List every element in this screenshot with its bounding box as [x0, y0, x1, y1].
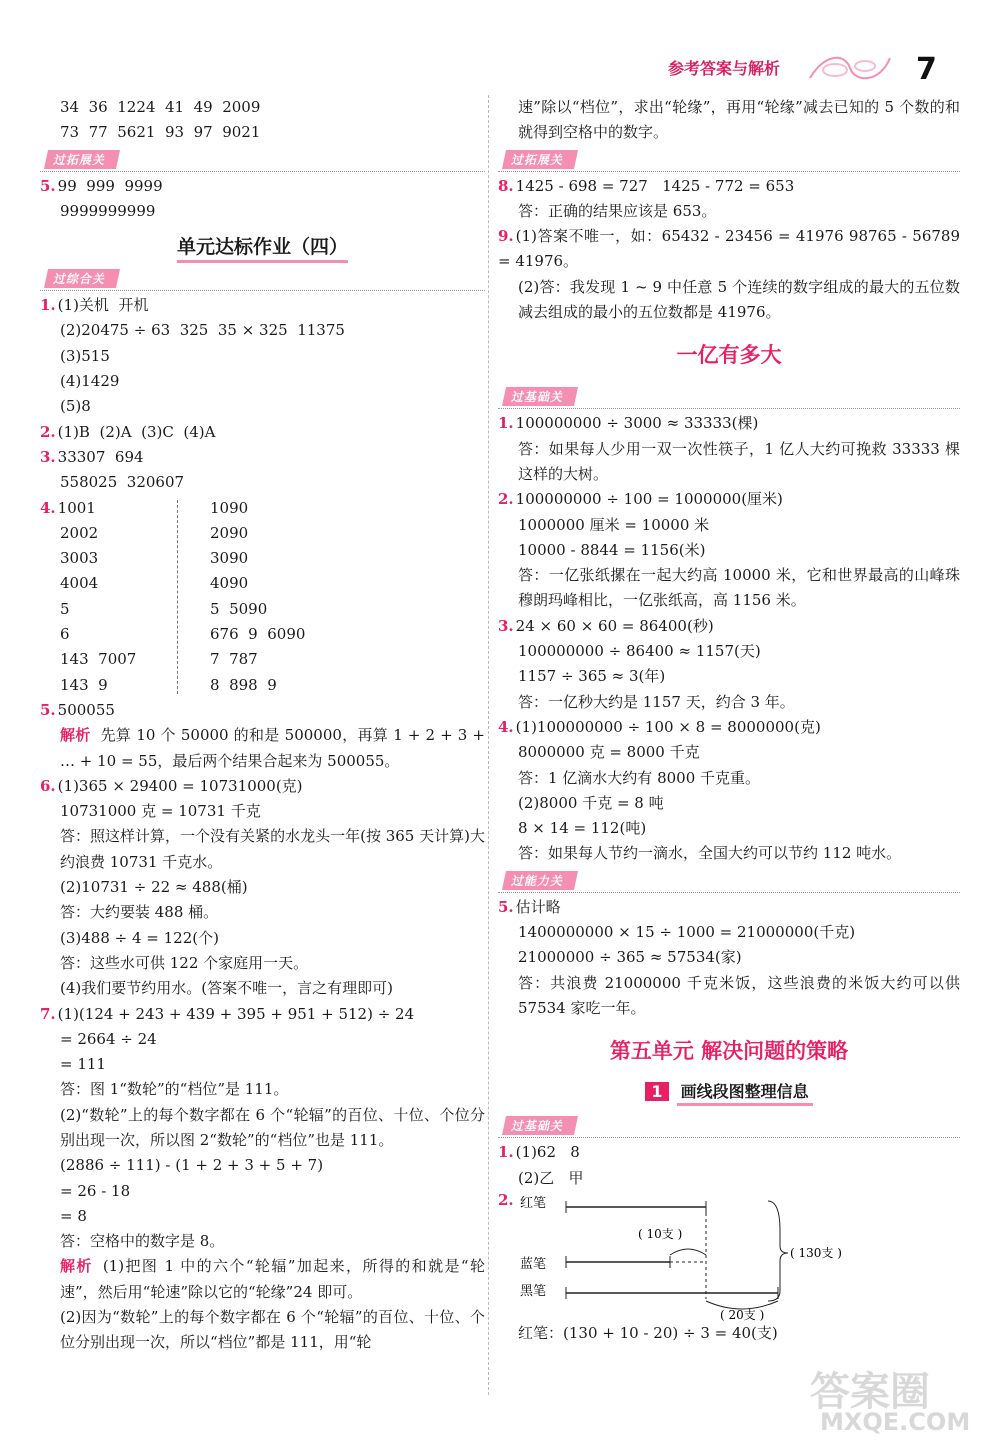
section-badge: 过拓展关 [44, 150, 120, 169]
dashed-divider [177, 500, 178, 694]
question-number: 7. [40, 1004, 56, 1023]
question-number: 9. [498, 227, 514, 246]
answer-text: 答：图 1“数轮”的“档位”是 111。 [60, 1080, 289, 1099]
answer-cell: 3090 [210, 549, 249, 568]
answer-text: (3)515 [60, 346, 110, 365]
answer-text: (2886 ÷ 111) - (1 + 2 + 3 + 5 + 7) [60, 1156, 324, 1175]
answer-cell: 2002 [60, 523, 99, 542]
answer-text: (1)B (2)A (3)C (4)A [57, 422, 216, 441]
section-badge: 过基础关 [502, 387, 578, 406]
answer-cell: 1001 [57, 498, 96, 517]
answer-cell: 4004 [60, 574, 99, 593]
answer-paragraph: 答：共浪费 21000000 千克米饭，这些浪费的米饭大约可以供 57534 家吃一年。 [518, 973, 960, 1017]
answer-text: 8 × 14 = 112(吨) [518, 819, 647, 838]
dotted-rule [498, 892, 960, 893]
label-red-pen: 红笔 [520, 1195, 547, 1211]
decoration-swirl-icon [805, 48, 895, 88]
question-number: 1. [498, 414, 514, 433]
answer-text: 1157 ÷ 365 ≈ 3(年) [518, 667, 666, 686]
answer-text: 24 × 60 × 60 = 86400(秒) [515, 616, 714, 635]
question-number: 3. [40, 447, 56, 466]
q4-answer-grid [40, 496, 485, 698]
brace-10 [670, 1249, 706, 1255]
answer-cell: 7 787 [210, 650, 258, 669]
section-title: 一亿有多大 [676, 343, 782, 368]
annotation-20: ( 20支 ) [720, 1307, 765, 1321]
answer-paragraph: (2)答：我发现 1 ~ 9 中任意 5 个连续的数字组成的最大的五位数减去组成的最小的五位数都是 41976。 [518, 277, 960, 322]
analysis-paragraph: (2)因为“数轮”上的每个数字都在 6 个“轮辐”的百位、十位、个位分别出现一次，所以“档位”都是 111，用“轮 [60, 1308, 485, 1352]
section-title: 单元达标作业（四） [40, 232, 485, 259]
answer-text: 9999999999 [60, 201, 156, 220]
answer-cell: 143 7007 [60, 650, 137, 669]
answer-cell: 4090 [210, 574, 249, 593]
answer-paragraph: 答：如果每人少用一双一次性筷子，1 亿人大约可挽救 33333 棵这样的大树。 [518, 439, 960, 483]
badge-row [498, 146, 960, 174]
answer-text: (2)10731 ÷ 22 ≈ 488(桶) [60, 878, 248, 897]
badge-row [40, 146, 485, 174]
question-number: 2. [40, 422, 56, 441]
question-number: 2. [498, 1190, 514, 1209]
badge-row [498, 867, 960, 895]
answer-text: 8000000 克 = 8000 千克 [518, 743, 700, 762]
answer-text: 21000000 ÷ 365 ≈ 57534(家) [518, 948, 742, 967]
watermark-logo: 答案圈 MXQE.COM [810, 1369, 971, 1436]
analysis-continued: 速”除以“档位”，求出“轮缘”，再用“轮缘”减去已知的 5 个数的和就得到空格中的数字。 [518, 98, 960, 142]
answer-text: 100000000 ÷ 86400 ≈ 1157(天) [518, 642, 761, 661]
section-badge: 过拓展关 [502, 150, 578, 169]
answer-paragraph: 答：照这样计算，一个没有关紧的水龙头一年(按 365 天计算)大约浪费 10731 千克水。 [60, 827, 485, 871]
page-number: 7 [916, 52, 937, 87]
question-number: 4. [40, 498, 56, 517]
answer-cell: 676 9 6090 [210, 625, 306, 644]
question-number: 1. [498, 1143, 514, 1162]
dotted-rule [498, 1137, 960, 1138]
answer-text: 100000000 ÷ 100 = 1000000(厘米) [515, 490, 783, 509]
section-badge: 过综合关 [44, 269, 120, 288]
question-number: 8. [498, 176, 514, 195]
analysis-label: 解析 [60, 1257, 93, 1276]
answer-text: (3)488 ÷ 4 = 122(个) [60, 928, 219, 947]
answer-text: 答：空格中的数字是 8。 [60, 1232, 225, 1251]
answer-text: 答：1 亿滴水大约有 8000 千克重。 [518, 768, 761, 787]
answer-cell: 143 9 [60, 675, 108, 694]
answer-text: 1400000000 × 15 ÷ 1000 = 21000000(千克) [518, 923, 856, 942]
answer-text: = 8 [60, 1206, 87, 1225]
answer-text: 答：一亿秒大约是 1157 天，约合 3 年。 [518, 692, 795, 711]
question-number: 5. [40, 700, 56, 719]
badge-row [40, 265, 485, 293]
answer-text: (4)我们要节约用水。(答案不唯一，言之有理即可) [60, 979, 393, 998]
line-segment-diagram [498, 1191, 938, 1321]
answer-text: (2)乙 甲 [518, 1168, 584, 1187]
answer-text: (2)20475 ÷ 63 325 35 × 325 11375 [60, 321, 345, 340]
answer-text: = 26 - 18 [60, 1181, 131, 1200]
badge-row [498, 383, 960, 411]
answer-text: (4)1429 [60, 372, 120, 391]
answer-text: = 2664 ÷ 24 [60, 1029, 157, 1048]
answer-text: 10731000 克 = 10731 千克 [60, 802, 261, 821]
question-number: 5. [40, 176, 56, 195]
answer-text: 1425 - 698 = 727 1425 - 772 = 653 [515, 176, 795, 195]
label-blue-pen: 蓝笔 [520, 1256, 547, 1272]
dotted-rule [40, 290, 485, 291]
right-column [498, 95, 960, 1346]
answer-paragraph: (2)“数轮”上的每个数字都在 6 个“轮辐”的百位、十位、个位分别出现一次，所以图 2“数轮”的“档位”也是 111。 [60, 1105, 485, 1149]
answer-text: 100000000 ÷ 3000 ≈ 33333(棵) [515, 414, 759, 433]
answer-text: = 111 [60, 1055, 106, 1074]
annotation-130: ( 130支 ) [790, 1245, 842, 1260]
question-number: 6. [40, 776, 56, 795]
answer-text: 1000000 厘米 = 10000 米 [518, 515, 710, 534]
answer-text: (1)关机 开机 [57, 296, 149, 315]
question-number: 2. [498, 490, 514, 509]
question-number: 5. [498, 897, 514, 916]
question-number: 4. [498, 717, 514, 736]
text-line: 34 36 1224 41 49 2009 [60, 98, 261, 116]
answer-cell: 8 898 9 [210, 675, 277, 694]
header-title: 参考答案与解析 [668, 59, 781, 78]
dotted-rule [40, 171, 485, 172]
answer-text: 答：大约要装 488 桶。 [60, 903, 219, 922]
annotation-10: ( 10支 ) [638, 1226, 683, 1241]
answer-cell: 6 [60, 625, 70, 644]
answer-text: (1)365 × 29400 = 10731000(克) [57, 776, 303, 795]
answer-text: 红笔：(130 + 10 - 20) ÷ 3 = 40(支) [518, 1323, 778, 1342]
answer-cell: 3003 [60, 549, 99, 568]
brace-130 [768, 1201, 788, 1301]
answer-text: 558025 320607 [60, 473, 185, 492]
answer-text: 500055 [57, 700, 115, 719]
analysis-label: 解析 [60, 726, 91, 745]
question-number: 1. [40, 296, 56, 315]
answer-text: 99 999 9999 [57, 176, 163, 195]
analysis-paragraph: 解析 (1)把图 1 中的六个“轮辐”加起来，所得的和就是“轮速”，然后用“轮速”除以它的“轮缘”24 即可。 [60, 1257, 485, 1301]
answer-cell: 1090 [210, 498, 249, 517]
answer-text: 答：正确的结果应该是 653。 [518, 201, 717, 220]
analysis-paragraph: 解析 先算 10 个 50000 的和是 500000，再算 1 + 2 + 3 + … + 10 = 55，最后两个结果合起来为 500055。 [60, 726, 485, 770]
answer-paragraph: (1)答案不唯一，如：65432 - 23456 = 41976 98765 - 56789 = 41976。 [498, 227, 960, 271]
column-divider [488, 95, 489, 1395]
answer-paragraph: 答：一亿张纸摞在一起大约高 10000 米，它和世界最高的山峰珠穆朗玛峰相比，一亿张纸高，高 1156 米。 [518, 566, 960, 610]
section-badge: 过能力关 [502, 871, 578, 890]
answer-cell: 5 5090 [210, 599, 268, 618]
unit-title: 第五单元 解决问题的策略 [609, 1039, 849, 1064]
answer-text: (1)(124 + 243 + 439 + 395 + 951 + 512) ÷ 24 [57, 1004, 415, 1023]
answer-text: (1)62 8 [515, 1143, 580, 1162]
answer-cell: 2090 [210, 523, 249, 542]
answer-text: (2)8000 千克 = 8 吨 [518, 793, 664, 812]
left-column [40, 95, 485, 1356]
segment-diagram-block [498, 1191, 960, 1321]
section-badge: 过基础关 [502, 1116, 578, 1135]
answer-text: 估计略 [515, 897, 561, 916]
label-black-pen: 黑笔 [520, 1283, 547, 1299]
question-number: 3. [498, 616, 514, 635]
lesson-number: 1 [645, 1082, 668, 1101]
answer-text: (1)100000000 ÷ 100 × 8 = 8000000(克) [515, 717, 821, 736]
dotted-rule [498, 171, 960, 172]
dotted-rule [498, 408, 960, 409]
answer-text: 33307 694 [57, 447, 144, 466]
answer-text: 答：这些水可供 122 个家庭用一天。 [60, 953, 309, 972]
lesson-title: 1 画线段图整理信息 [498, 1079, 960, 1102]
answer-cell: 5 [60, 599, 70, 618]
text-line: 73 77 5621 93 97 9021 [60, 123, 261, 142]
answer-text: (5)8 [60, 397, 91, 416]
badge-row [498, 1112, 960, 1140]
answer-text: 10000 - 8844 = 1156(米) [518, 540, 706, 559]
answer-text: 答：如果每人节约一滴水，全国大约可以节约 112 吨水。 [518, 844, 902, 863]
